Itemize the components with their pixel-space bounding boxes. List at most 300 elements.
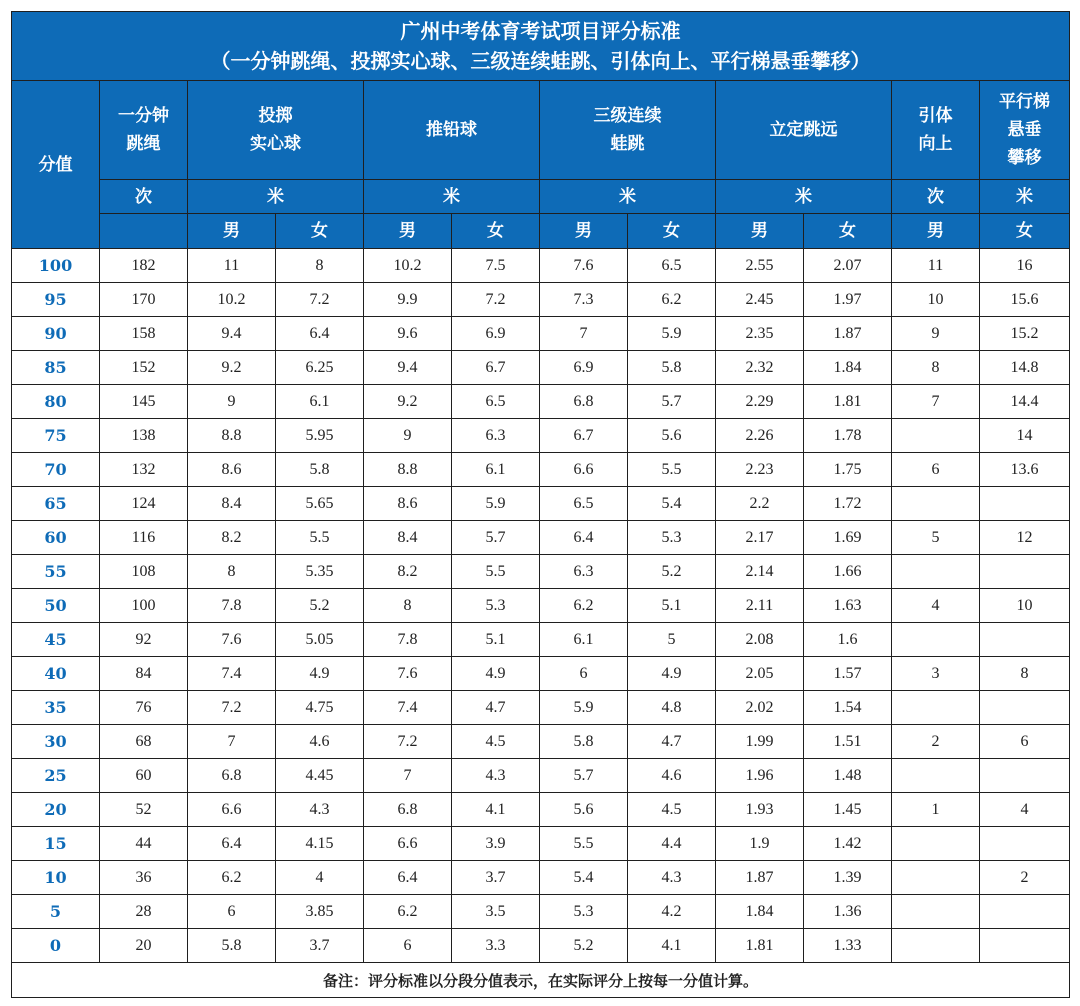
score-cell: 25 xyxy=(12,759,100,793)
value-cell: 10.2 xyxy=(364,249,452,283)
header-standing-jump: 立定跳远 xyxy=(716,81,892,180)
footnote: 备注：评分标准以分段分值表示，在实际评分上按每一分值计算。 xyxy=(12,963,1070,998)
value-cell: 6 xyxy=(892,453,980,487)
table-row xyxy=(12,487,1070,521)
value-cell: 11 xyxy=(892,249,980,283)
value-cell: 1.99 xyxy=(716,725,804,759)
value-cell: 5.3 xyxy=(628,521,716,555)
value-cell: 7.8 xyxy=(188,589,276,623)
value-cell: 7.4 xyxy=(364,691,452,725)
value-cell: 1.54 xyxy=(804,691,892,725)
value-cell: 4.1 xyxy=(628,929,716,963)
table-row xyxy=(12,351,1070,385)
score-cell: 5 xyxy=(12,895,100,929)
value-cell: 5.3 xyxy=(452,589,540,623)
value-cell: 6 xyxy=(540,657,628,691)
value-cell: 1.84 xyxy=(804,351,892,385)
value-cell: 6.8 xyxy=(364,793,452,827)
value-cell: 1.72 xyxy=(804,487,892,521)
value-cell: 5 xyxy=(628,623,716,657)
value-cell: 2.11 xyxy=(716,589,804,623)
value-cell: 8.8 xyxy=(188,419,276,453)
value-cell: 158 xyxy=(100,317,188,351)
value-cell: 14.4 xyxy=(980,385,1070,419)
value-cell: 2 xyxy=(892,725,980,759)
value-cell: 2.02 xyxy=(716,691,804,725)
value-cell: 4.8 xyxy=(628,691,716,725)
value-cell: 20 xyxy=(100,929,188,963)
value-cell: 7 xyxy=(364,759,452,793)
value-cell xyxy=(892,759,980,793)
value-cell: 6.4 xyxy=(364,861,452,895)
value-cell: 92 xyxy=(100,623,188,657)
table-row xyxy=(12,589,1070,623)
value-cell: 7.4 xyxy=(188,657,276,691)
value-cell: 4.3 xyxy=(276,793,364,827)
value-cell: 1.9 xyxy=(716,827,804,861)
value-cell: 1.33 xyxy=(804,929,892,963)
value-cell: 7.8 xyxy=(364,623,452,657)
value-cell: 7.6 xyxy=(364,657,452,691)
value-cell: 68 xyxy=(100,725,188,759)
value-cell: 36 xyxy=(100,861,188,895)
unit-frog-jump: 米 xyxy=(540,180,716,214)
header-jump-rope: 一分钟 跳绳 xyxy=(100,81,188,180)
score-cell: 50 xyxy=(12,589,100,623)
unit-ladder: 米 xyxy=(980,180,1070,214)
value-cell: 6.8 xyxy=(540,385,628,419)
score-cell: 80 xyxy=(12,385,100,419)
value-cell xyxy=(892,691,980,725)
value-cell: 6 xyxy=(980,725,1070,759)
value-cell: 60 xyxy=(100,759,188,793)
value-cell: 6.8 xyxy=(188,759,276,793)
value-cell: 5.8 xyxy=(188,929,276,963)
value-cell: 4.6 xyxy=(276,725,364,759)
value-cell: 5.1 xyxy=(628,589,716,623)
score-cell: 0 xyxy=(12,929,100,963)
header-frog-jump: 三级连续 蛙跳 xyxy=(540,81,716,180)
value-cell: 4.3 xyxy=(452,759,540,793)
score-cell: 45 xyxy=(12,623,100,657)
table-row xyxy=(12,827,1070,861)
value-cell: 6.7 xyxy=(540,419,628,453)
value-cell: 7.2 xyxy=(188,691,276,725)
value-cell: 5.8 xyxy=(276,453,364,487)
sex-female-frog-jump: 女 xyxy=(628,214,716,249)
value-cell: 6.5 xyxy=(540,487,628,521)
sex-male-pull-up: 男 xyxy=(892,214,980,249)
value-cell: 14.8 xyxy=(980,351,1070,385)
value-cell: 15.6 xyxy=(980,283,1070,317)
value-cell: 7.6 xyxy=(188,623,276,657)
value-cell: 8 xyxy=(892,351,980,385)
value-cell: 6.3 xyxy=(540,555,628,589)
scoring-standard-table xyxy=(11,11,1070,998)
value-cell: 5.5 xyxy=(276,521,364,555)
value-cell: 9.2 xyxy=(188,351,276,385)
value-cell xyxy=(892,555,980,589)
value-cell xyxy=(980,555,1070,589)
value-cell: 84 xyxy=(100,657,188,691)
sex-male-shot-put: 男 xyxy=(364,214,452,249)
value-cell: 1.97 xyxy=(804,283,892,317)
value-cell: 100 xyxy=(100,589,188,623)
value-cell: 1.81 xyxy=(804,385,892,419)
value-cell: 4.4 xyxy=(628,827,716,861)
score-cell: 55 xyxy=(12,555,100,589)
value-cell: 5.8 xyxy=(540,725,628,759)
value-cell: 9.6 xyxy=(364,317,452,351)
value-cell: 8 xyxy=(276,249,364,283)
table-row xyxy=(12,249,1070,283)
value-cell: 1.39 xyxy=(804,861,892,895)
value-cell: 1.81 xyxy=(716,929,804,963)
value-cell: 44 xyxy=(100,827,188,861)
score-cell: 30 xyxy=(12,725,100,759)
header-ladder: 平行梯 悬垂 攀移 xyxy=(980,81,1070,180)
value-cell: 5.2 xyxy=(276,589,364,623)
value-cell: 6.6 xyxy=(540,453,628,487)
value-cell: 9 xyxy=(892,317,980,351)
value-cell: 7.3 xyxy=(540,283,628,317)
value-cell xyxy=(892,623,980,657)
value-cell: 1.57 xyxy=(804,657,892,691)
score-cell: 60 xyxy=(12,521,100,555)
unit-medicine-ball: 米 xyxy=(188,180,364,214)
value-cell: 132 xyxy=(100,453,188,487)
title-line-1: 广州中考体育考试项目评分标准 xyxy=(400,19,681,43)
value-cell: 5.65 xyxy=(276,487,364,521)
value-cell: 138 xyxy=(100,419,188,453)
sex-female-standing-jump: 女 xyxy=(804,214,892,249)
value-cell: 5.95 xyxy=(276,419,364,453)
value-cell: 7.6 xyxy=(540,249,628,283)
unit-standing-jump: 米 xyxy=(716,180,892,214)
value-cell: 1.96 xyxy=(716,759,804,793)
table-row xyxy=(12,929,1070,963)
value-cell: 5.2 xyxy=(540,929,628,963)
value-cell: 1.87 xyxy=(716,861,804,895)
value-cell: 8.2 xyxy=(364,555,452,589)
value-cell: 5.9 xyxy=(452,487,540,521)
value-cell: 10.2 xyxy=(188,283,276,317)
value-cell xyxy=(980,623,1070,657)
value-cell: 9.2 xyxy=(364,385,452,419)
value-cell: 5.4 xyxy=(628,487,716,521)
value-cell: 9.9 xyxy=(364,283,452,317)
value-cell: 1.6 xyxy=(804,623,892,657)
value-cell: 1.93 xyxy=(716,793,804,827)
value-cell: 6.2 xyxy=(628,283,716,317)
value-cell: 4 xyxy=(892,589,980,623)
value-cell: 5.7 xyxy=(452,521,540,555)
value-cell: 5.8 xyxy=(628,351,716,385)
value-cell: 5.6 xyxy=(628,419,716,453)
value-cell: 1.42 xyxy=(804,827,892,861)
score-cell: 40 xyxy=(12,657,100,691)
value-cell: 4.9 xyxy=(276,657,364,691)
score-cell: 70 xyxy=(12,453,100,487)
value-cell: 16 xyxy=(980,249,1070,283)
value-cell: 5.6 xyxy=(540,793,628,827)
value-cell: 2.35 xyxy=(716,317,804,351)
value-cell: 182 xyxy=(100,249,188,283)
table-row xyxy=(12,657,1070,691)
value-cell xyxy=(892,487,980,521)
value-cell: 3.85 xyxy=(276,895,364,929)
value-cell: 6.1 xyxy=(276,385,364,419)
sex-female-medicine-ball: 女 xyxy=(276,214,364,249)
value-cell: 6.6 xyxy=(364,827,452,861)
value-cell: 2 xyxy=(980,861,1070,895)
value-cell: 1.78 xyxy=(804,419,892,453)
table-row xyxy=(12,317,1070,351)
value-cell: 5 xyxy=(892,521,980,555)
value-cell: 8.8 xyxy=(364,453,452,487)
score-cell: 100 xyxy=(12,249,100,283)
sex-male-medicine-ball: 男 xyxy=(188,214,276,249)
value-cell: 2.45 xyxy=(716,283,804,317)
value-cell: 4 xyxy=(980,793,1070,827)
value-cell: 6.4 xyxy=(188,827,276,861)
value-cell: 3.5 xyxy=(452,895,540,929)
header-medicine-ball: 投掷 实心球 xyxy=(188,81,364,180)
score-cell: 15 xyxy=(12,827,100,861)
value-cell: 12 xyxy=(980,521,1070,555)
value-cell: 124 xyxy=(100,487,188,521)
value-cell: 4.45 xyxy=(276,759,364,793)
value-cell: 6.25 xyxy=(276,351,364,385)
value-cell: 4.9 xyxy=(452,657,540,691)
value-cell: 6.4 xyxy=(540,521,628,555)
value-cell: 4.7 xyxy=(628,725,716,759)
value-cell: 9.4 xyxy=(364,351,452,385)
table-row xyxy=(12,793,1070,827)
value-cell: 6.2 xyxy=(188,861,276,895)
value-cell: 8 xyxy=(188,555,276,589)
sex-blank xyxy=(100,214,188,249)
value-cell: 2.14 xyxy=(716,555,804,589)
value-cell: 6.7 xyxy=(452,351,540,385)
sex-female-shot-put: 女 xyxy=(452,214,540,249)
value-cell: 7.2 xyxy=(452,283,540,317)
value-cell: 2.2 xyxy=(716,487,804,521)
value-cell: 8.2 xyxy=(188,521,276,555)
value-cell: 4.7 xyxy=(452,691,540,725)
value-cell: 7 xyxy=(188,725,276,759)
value-cell: 2.07 xyxy=(804,249,892,283)
value-cell: 7 xyxy=(892,385,980,419)
value-cell: 152 xyxy=(100,351,188,385)
value-cell: 8.6 xyxy=(188,453,276,487)
value-cell: 8.6 xyxy=(364,487,452,521)
table-row xyxy=(12,385,1070,419)
score-cell: 65 xyxy=(12,487,100,521)
value-cell: 4.5 xyxy=(628,793,716,827)
score-cell: 20 xyxy=(12,793,100,827)
value-cell: 10 xyxy=(892,283,980,317)
value-cell: 3.7 xyxy=(452,861,540,895)
value-cell: 1.66 xyxy=(804,555,892,589)
title-line-2: （一分钟跳绳、投掷实心球、三级连续蛙跳、引体向上、平行梯悬垂攀移） xyxy=(210,49,871,73)
table-row xyxy=(12,419,1070,453)
value-cell xyxy=(892,861,980,895)
value-cell: 2.17 xyxy=(716,521,804,555)
value-cell: 6.5 xyxy=(452,385,540,419)
value-cell: 1.87 xyxy=(804,317,892,351)
value-cell: 1.84 xyxy=(716,895,804,929)
value-cell: 5.9 xyxy=(540,691,628,725)
value-cell xyxy=(980,929,1070,963)
value-cell: 6.1 xyxy=(452,453,540,487)
value-cell: 3 xyxy=(892,657,980,691)
unit-jump-rope: 次 xyxy=(100,180,188,214)
value-cell: 6.4 xyxy=(276,317,364,351)
value-cell xyxy=(980,827,1070,861)
value-cell: 6.1 xyxy=(540,623,628,657)
value-cell: 9.4 xyxy=(188,317,276,351)
table-title xyxy=(12,12,1070,81)
table-row xyxy=(12,691,1070,725)
value-cell: 6.2 xyxy=(540,589,628,623)
table-body xyxy=(12,249,1070,963)
score-cell: 35 xyxy=(12,691,100,725)
value-cell: 4.75 xyxy=(276,691,364,725)
value-cell: 7.2 xyxy=(364,725,452,759)
value-cell: 76 xyxy=(100,691,188,725)
value-cell: 1.45 xyxy=(804,793,892,827)
score-cell: 90 xyxy=(12,317,100,351)
value-cell: 2.32 xyxy=(716,351,804,385)
value-cell: 4.3 xyxy=(628,861,716,895)
value-cell: 8.4 xyxy=(188,487,276,521)
value-cell: 5.1 xyxy=(452,623,540,657)
value-cell: 4.9 xyxy=(628,657,716,691)
value-cell: 1.63 xyxy=(804,589,892,623)
value-cell: 7.5 xyxy=(452,249,540,283)
value-cell: 6 xyxy=(188,895,276,929)
score-cell: 75 xyxy=(12,419,100,453)
value-cell: 5.5 xyxy=(540,827,628,861)
value-cell: 3.3 xyxy=(452,929,540,963)
value-cell: 14 xyxy=(980,419,1070,453)
value-cell xyxy=(980,487,1070,521)
value-cell xyxy=(892,827,980,861)
value-cell: 5.7 xyxy=(628,385,716,419)
value-cell: 5.35 xyxy=(276,555,364,589)
table-row xyxy=(12,521,1070,555)
value-cell: 1 xyxy=(892,793,980,827)
table-row xyxy=(12,283,1070,317)
header-pull-up: 引体 向上 xyxy=(892,81,980,180)
value-cell: 5.7 xyxy=(540,759,628,793)
value-cell: 6.2 xyxy=(364,895,452,929)
value-cell: 2.05 xyxy=(716,657,804,691)
value-cell: 7 xyxy=(540,317,628,351)
score-cell: 85 xyxy=(12,351,100,385)
value-cell: 2.23 xyxy=(716,453,804,487)
table-row xyxy=(12,725,1070,759)
sex-male-standing-jump: 男 xyxy=(716,214,804,249)
value-cell: 1.69 xyxy=(804,521,892,555)
value-cell: 2.29 xyxy=(716,385,804,419)
value-cell: 1.51 xyxy=(804,725,892,759)
value-cell: 2.55 xyxy=(716,249,804,283)
value-cell: 28 xyxy=(100,895,188,929)
value-cell: 8 xyxy=(364,589,452,623)
value-cell xyxy=(892,929,980,963)
value-cell: 1.36 xyxy=(804,895,892,929)
table-row xyxy=(12,861,1070,895)
value-cell: 10 xyxy=(980,589,1070,623)
value-cell: 8 xyxy=(980,657,1070,691)
value-cell: 5.05 xyxy=(276,623,364,657)
value-cell: 6.9 xyxy=(452,317,540,351)
value-cell: 1.48 xyxy=(804,759,892,793)
table-row xyxy=(12,453,1070,487)
value-cell: 5.3 xyxy=(540,895,628,929)
value-cell: 4.15 xyxy=(276,827,364,861)
score-cell: 10 xyxy=(12,861,100,895)
value-cell: 4.5 xyxy=(452,725,540,759)
value-cell: 9 xyxy=(364,419,452,453)
value-cell: 15.2 xyxy=(980,317,1070,351)
value-cell: 4.2 xyxy=(628,895,716,929)
value-cell: 7.2 xyxy=(276,283,364,317)
value-cell: 1.75 xyxy=(804,453,892,487)
value-cell: 6 xyxy=(364,929,452,963)
table-row xyxy=(12,555,1070,589)
sex-female-ladder: 女 xyxy=(980,214,1070,249)
value-cell xyxy=(980,691,1070,725)
value-cell: 3.9 xyxy=(452,827,540,861)
value-cell: 11 xyxy=(188,249,276,283)
unit-shot-put: 米 xyxy=(364,180,540,214)
value-cell: 116 xyxy=(100,521,188,555)
value-cell: 6.5 xyxy=(628,249,716,283)
value-cell: 108 xyxy=(100,555,188,589)
value-cell: 6.6 xyxy=(188,793,276,827)
scoring-standard-table-wrapper xyxy=(11,11,1069,998)
value-cell: 4.1 xyxy=(452,793,540,827)
value-cell: 170 xyxy=(100,283,188,317)
value-cell: 6.3 xyxy=(452,419,540,453)
value-cell xyxy=(980,895,1070,929)
header-score: 分值 xyxy=(12,81,100,249)
value-cell: 6.9 xyxy=(540,351,628,385)
sex-male-frog-jump: 男 xyxy=(540,214,628,249)
value-cell xyxy=(892,419,980,453)
value-cell: 4 xyxy=(276,861,364,895)
value-cell: 5.2 xyxy=(628,555,716,589)
value-cell: 5.5 xyxy=(628,453,716,487)
value-cell: 145 xyxy=(100,385,188,419)
value-cell: 3.7 xyxy=(276,929,364,963)
value-cell: 5.9 xyxy=(628,317,716,351)
value-cell xyxy=(892,895,980,929)
value-cell: 5.4 xyxy=(540,861,628,895)
header-shot-put: 推铅球 xyxy=(364,81,540,180)
table-row xyxy=(12,759,1070,793)
value-cell: 5.5 xyxy=(452,555,540,589)
value-cell: 52 xyxy=(100,793,188,827)
table-row xyxy=(12,623,1070,657)
unit-pull-up: 次 xyxy=(892,180,980,214)
table-row xyxy=(12,895,1070,929)
value-cell: 8.4 xyxy=(364,521,452,555)
value-cell xyxy=(980,759,1070,793)
